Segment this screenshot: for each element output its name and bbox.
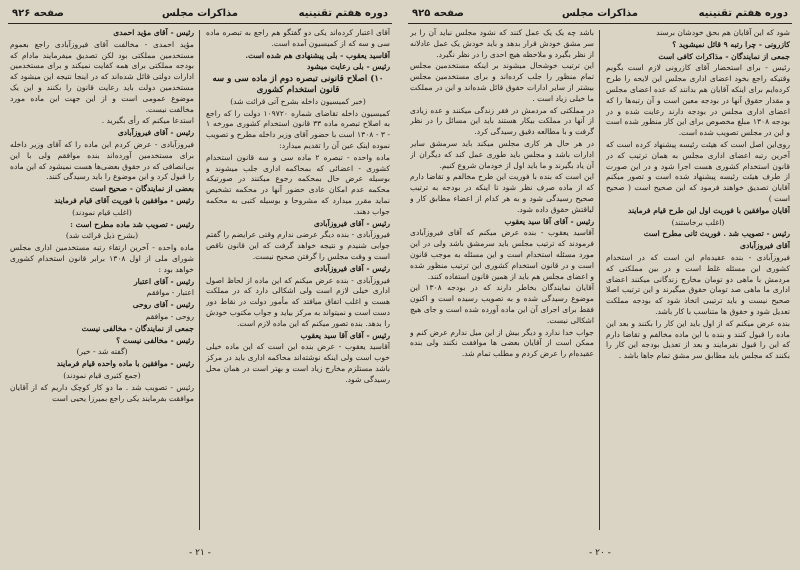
speaker-line: رئیس - آقای روحی — [132, 300, 194, 310]
paragraph: کمیسیون داخله تقاضای شماره ۱۰۹۷۲۰ دولت را که راجع به اصلاح تبصره ماده ۳۳ قانون استخدام کشوری مورخه ۱ - ۳ - ۱۳۰۸ است با حضور آقای وزیر داخله مطرح و تصویب نموده اینک عین آن را تقدیم میدارد: — [206, 108, 390, 150]
speaker-line: آقایان موافقین با فوریت اول این طرح قیام فرمایند — [627, 205, 790, 215]
right-header-session: دوره هفتم تقنینیه — [698, 8, 788, 19]
paragraph: ماده واحده - تبصره ۲ ماده سی و سه قانون استخدام کشوری - اعضائی که بمحاکمه اداری جلب میشوند و بوسیله عرض حال بمحکمه رجوع میکنند در صورتیکه محکمه عدم امکان عادی حضور آنها در محکمه تشخیص نماید مقرر میدارد که مشروحا و بوسیله کتبی به محکمه جواب دهند. — [206, 152, 390, 216]
right-page-header — [408, 6, 792, 22]
speaker-line: آقای فیروزآبادی — [740, 241, 790, 251]
paragraph: (خبر کمیسیون داخله بشرح آتی قرائت شد) — [230, 96, 366, 106]
speaker-line: رئیس - موافقین با ماده واحده قیام فرمایند — [56, 359, 194, 369]
speaker-line: رئیس - تصویب شد . فوریت ثانی مطرح است — [643, 229, 790, 239]
paragraph: مؤید احمدی - مخالفت آقای فیروزآبادی راجع بعموم مستخدمین مملکتی بود لکن تصدیق میفرمایند مادام که بودجه مملکتی برای همه کفایت نمیکند و برای مستخدمین ادارات دولتی قائل شده‌اند که در اینجا نتیجه این میشود که مستخدمین دولت باید رعایت قانون را بکنند و این یک موضوع عمومی است و از این جهت این ماده مورد مخالفت نیست. — [10, 39, 194, 114]
paragraph: اعتبار - موافقم — [146, 288, 194, 298]
paragraph: استدعا میکنم که رأی بگیرید . — [101, 116, 194, 126]
paragraph: آقاسید یعقوب - بنده عرض میکنم که آقای فیروزآبادی فرمودند که ترتیب مجلس باید سرمشق باشد ولی در این مورد مسئله استخدام است و این مسئله به موجب قانون است و در قانون استخدام کشوری این ترتیب منظور شده و اعضای مجلس هم باید از همین قانون استفاده کنند. — [410, 228, 594, 281]
paragraph: رئیس - تصویب شد . ما دو کار کوچک داریم که از آقایان موافقت بفرمایند یکی راجع بمیرزا یحیی است — [10, 382, 194, 403]
speaker-line: رئیس - بلی رعایت میشود — [307, 62, 390, 72]
speaker-line: بعضی از نمایندگان - صحیح است — [89, 184, 194, 194]
paragraph: (اغلب برخاستند) — [671, 217, 725, 227]
speaker-line: رئیس - مخالفی نیست ؟ — [116, 335, 194, 345]
paragraph: ۱۰) اصلاح قانونی تبصره دوم از ماده سی و سه قانون استخدام کشوری — [212, 74, 384, 95]
left-header-page-number: صفحه ۹۲۶ — [12, 8, 64, 19]
paragraph: آقاسید یعقوب - عرض بنده این است که این ماده خیلی خوب است ولی اینکه نوشته‌اند محاکمه اداری باید در مرکز باشد مستلزم مخارج زیاد است و بهتر است در همان محل رسیدگی شود. — [206, 342, 390, 384]
left-page-left-column — [10, 28, 194, 534]
right-page — [408, 6, 792, 562]
speaker-line: رئیس - آقای آقا سید یعقوب — [300, 330, 390, 340]
paragraph: (اغلب قیام نمودند) — [72, 207, 132, 217]
left-column-divider — [199, 30, 200, 530]
speaker-line: رئیس - تصویب شد ماده مطرح است : — [70, 219, 194, 229]
paragraph: آقای اعتبار کرده‌اند یکی دو گفتگو هم راجع به تبصره ماده سی و سه که از کمیسیون آمده است. — [206, 28, 390, 48]
speaker-line: رئیس - آقای فیروزآبادی — [313, 218, 390, 228]
speaker-line: جمعی از نمایندگان - مذاکرات کافی است — [658, 51, 790, 61]
left-page-header — [8, 6, 392, 22]
paragraph: در مملکتی که مردمش در فقر زندگی میکنند و عده زیادی از آنها در مملکت بیکار هستند باید این مسائل را در نظر گرفت و با مطالعه دقیق رسیدگی کرد. — [410, 105, 594, 137]
paragraph: روی‌این اصل است که هیئت رئیسه پیشنهاد کرده است که آخرین رتبه اعضای اداری مجلس به همان ترتیب که در قانون استخدام کشوری هست اجرا شود و در این صورت از طرف هیئت رئیسه پیشنهاد شده است و تصور میکنم آقایان تصدیق خواهند فرمود که این صحیح است ( صحیح است ) — [606, 139, 790, 203]
paragraph: شود که این آقایان هم بحق خودشان برسند — [656, 28, 790, 37]
right-page-left-column — [410, 28, 594, 534]
right-header-page-number: صفحه ۹۲۵ — [412, 8, 464, 19]
speaker-line: رئیس - آقای مؤید احمدی — [113, 28, 194, 37]
speaker-line: آقاسید یعقوب - بلی پیشنهادی هم شده است. — [245, 50, 390, 60]
paragraph: (بشرح ذیل قرائت شد) — [65, 231, 139, 241]
left-page-footer-number: - ۲۱ - — [189, 548, 211, 558]
speaker-line: رئیس - آقای اعتبار — [133, 276, 194, 286]
paragraph: بنده عرض میکنم که از اول باید این کار را بکنند و بعد این ماده را قبول کنند و بنده با این ماده مخالفم و تقاضا دارم که این را قبول نفرمایند و بعد از تعدیل بودجه این کار را بکنند که مجلس باید مطابق سر مشق تمام جاها باشد . — [606, 318, 790, 361]
speaker-line: رئیس - آقای آقا سید یعقوب — [504, 216, 594, 226]
paragraph: فیروزآبادی - بنده دیگر عرضی ندارم وقتی عرایضم را گفتم جوابی شنیدم و نتیجه خواهد گرفت که این قانون ناقص است و وقت مجلس را گرفتن صحیح نیست. — [206, 230, 390, 261]
left-page-right-column — [206, 28, 390, 534]
paragraph: (جمع کثیری قیام نمودند) — [63, 370, 141, 380]
speaker-line: کازرونی - چرا رتبه ۹ قائل نمیشوید ؟ — [672, 39, 790, 49]
paragraph: باشد چه یک یک عمل کنند که نشود مجلس نباید آن را بر سر مشق خودش قرار بدهد و باید خودش یک عمل عادلانه از نظر بگیرد و ملاحظه هیچ احدی را در نظر نگیرد. — [410, 28, 594, 59]
left-page — [8, 6, 392, 562]
right-page-footer-number: - ۲۰ - — [589, 548, 611, 558]
paragraph: این است که بنده با فوریت این طرح مخالفم و تقاضا دارم که از ماده صرف نظر شود تا اینکه در بودجه به ترتیب صحیح رسیدگی شود و به هر کدام از اعضاء مطابق کار و لیاقتش حقوق داده شود. — [410, 172, 594, 214]
left-header-session: دوره هفتم تقنینیه — [298, 8, 388, 19]
paragraph: در هر حال هر کاری مجلس میکند باید سرمشق سایر ادارات باشد و مجلس باید طوری عمل کند که دیگران از آن یاد بگیرند و ما باید اول از خودمان شروع کنیم. — [410, 138, 594, 170]
right-header-rule — [408, 23, 792, 24]
paragraph: (گفته شد - خیر) — [76, 347, 128, 357]
left-header-title: مذاکرات مجلس — [161, 8, 239, 19]
paragraph: ماده واحده - آخرین ارتقاء رتبه مستخدمین اداری مجلس شورای ملی از اول ۱۳۰۸ برابر قانون استخدام کشوری خواهد بود : — [10, 243, 194, 274]
paragraph: این ترتیب خوشحال میشوند بر اینکه مستخدمین مجلس تمام منظور را جلب کرده‌اند و برای مستخدمین مجلس بیشتر از سایر ادارات حقوق قائل شده‌اند و این در مملکت ما خیلی زیاد است . — [410, 61, 594, 103]
right-column-divider — [599, 30, 600, 530]
paragraph: آقایان نمایندگان بخاطر دارند که در بودجه ۱۳۰۸ این موضوع رسیدگی شده و به تصویب رسیده است و اکنون فقط برای اجرای آن این ماده آورده شده است و جای هیچ اشکالی نیست. — [410, 283, 594, 325]
speaker-line: جمعی از نمایندگان - مخالفی نیست — [81, 323, 194, 333]
speaker-line: رئیس - آقای فیروزآبادی — [117, 128, 194, 138]
speaker-line: رئیس - آقای فیروزآبادی — [313, 263, 390, 273]
right-header-title: مذاکرات مجلس — [561, 8, 639, 19]
paragraph: فیروزآبادی - عرض کردم این ماده را که آقای وزیر داخله برای مستخدمین آورده‌اند بنده موافقم ولی با این بی‌انصافی که در حقوق بعضی‌ها هست نمیشود که این ماده را قبول کرد و این موضوع را باید رسیدگی کنند. — [10, 139, 194, 182]
paragraph: رئیس - برای استحضار آقای کازرونی لازم است بگویم وقتیکه راجع بخود اعضای اداری مجلس این لایحه را طرح کرده‌ایم برای اینکه آقایان هم بدانند که عده اعضای مجلس و مقدار حقوق آنها در بودجه معین است و آن رتبه‌ها را که اعضای اداری مجلس در بودجه دارند رعایت شده و در بودجه ۱۳۰۸ مبلغ مخصوص برای این کار منظور شده است و این در مجلس تصویب شده است. — [606, 63, 790, 138]
right-page-right-column — [606, 28, 790, 534]
left-header-rule — [8, 23, 392, 24]
paragraph: روحی - موافقم — [145, 311, 194, 321]
paragraph: جواب خدا ندارد و دیگر بیش از این میل ندارم عرض کنم و ممکن است از آقایان بعضی ها موافقت نکنند ولی بنده عقیده‌ام را عرض کردم و مطلب تمام شد. — [410, 327, 594, 359]
paragraph: فیروزآبادی - بنده عرض میکنم که این ماده از لحاظ اصول اداری خیلی لازم است ولی اشکالی دارد که در مملکت هست و اغلب اتفاق میافتد که مأمور دولت در نقاط دور دست است و نمیتواند به مرکز بیاید و جواب مکتوب خودش را بدهد. بنده تصور میکنم که این ماده لازم است. — [206, 275, 390, 328]
paragraph: فیروزآبادی - بنده عقیده‌ام این است که در استخدام کشوری این مسئله غلط است و در بین مملکتی که مردمش با ماهی دو تومان مخارج زندگانی میکنند اعضای اداری ما ماهی صد تومان حقوق میگیرند و این ترتیب اصلا صحیح نیست و باید ترتیبی اتخاذ شود که بودجه مملکت تعدیل شود و حقوق ها متناسب با کار باشد. — [606, 252, 790, 316]
speaker-line: رئیس - موافقین با فوریت آقای قیام فرمایند — [54, 195, 194, 205]
